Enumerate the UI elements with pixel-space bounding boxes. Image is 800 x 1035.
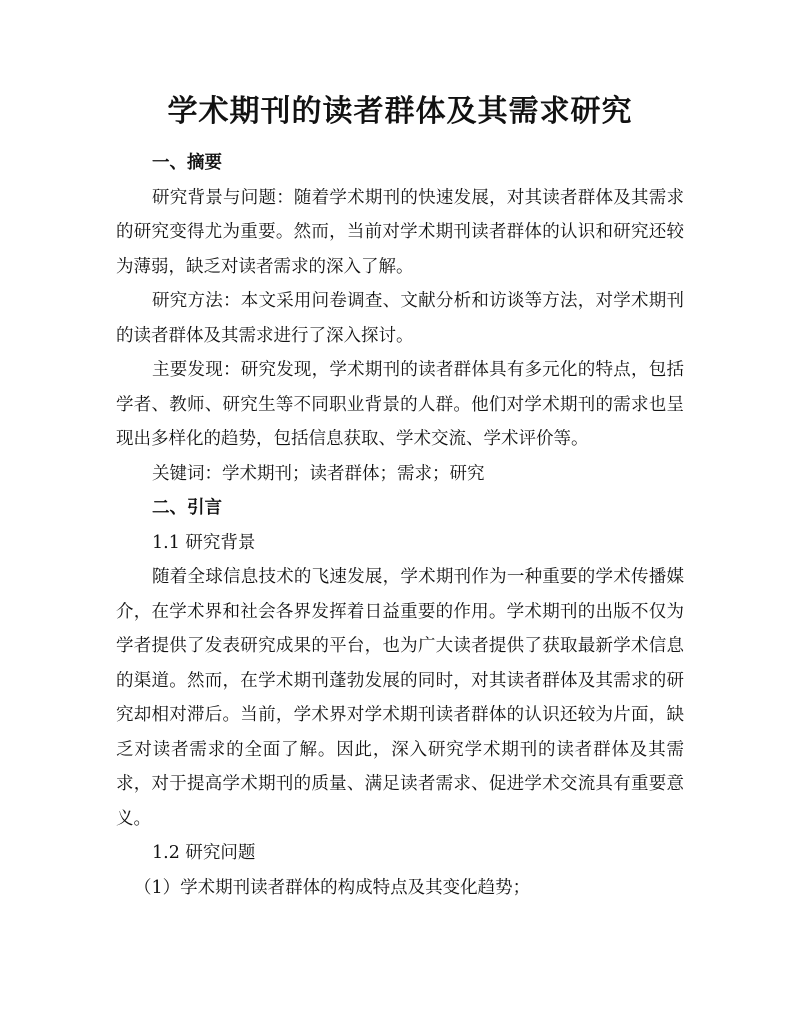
section-1-1-heading: 1.1 研究背景 — [152, 532, 256, 553]
abstract-methods-paragraph: 研究方法：本文采用问卷调查、文献分析和访谈等方法，对学术期刊的读者群体及其需求进行了深入探讨。 — [116, 291, 684, 346]
introduction-heading: 二、引言 — [152, 498, 222, 518]
document-body — [116, 146, 684, 905]
section-1-2-heading: 1.2 研究问题 — [152, 843, 256, 863]
document-title: 学术期刊的读者群体及其需求研究 — [167, 94, 633, 129]
keywords-line: 关键词：学术期刊；读者群体；需求；研究 — [152, 463, 485, 484]
abstract-background-paragraph: 研究背景与问题：随着学术期刊的快速发展，对其读者群体及其需求的研究变得尤为重要。然而，当前对学术期刊读者群体的认识和研究还较为薄弱，缺乏对读者需求的深入了解。 — [116, 187, 684, 277]
abstract-findings-paragraph: 主要发现：研究发现，学术期刊的读者群体具有多元化的特点，包括学者、教师、研究生等不同职业背景的人群。他们对学术期刊的需求也呈现出多样化的趋势，包括信息获取、学术交流、学术评价等。 — [116, 360, 684, 449]
section-1-1-paragraph: 随着全球信息技术的飞速发展，学术期刊作为一种重要的学术传播媒介，在学术界和社会各界发挥着日益重要的作用。学术期刊的出版不仅为学者提供了发表研究成果的平台，也为广大读者提供了获取最新学术信息的渠道。然而，在学术期刊蓬勃发展的同时，对其读者群体及其需求的研究却相对滞后。当前，学术界对学术期刊读者群体的认识还较为片面，缺乏对读者需求的全面了解。因此，深入研究学术期刊的读者群体及其需求，对于提高学术期刊的质量、满足读者需求、促进学术交流具有重要意义。 — [116, 567, 684, 829]
research-question-1: （1）学术期刊读者群体的构成特点及其变化趋势； — [134, 877, 531, 898]
abstract-heading: 一、摘要 — [152, 153, 222, 173]
